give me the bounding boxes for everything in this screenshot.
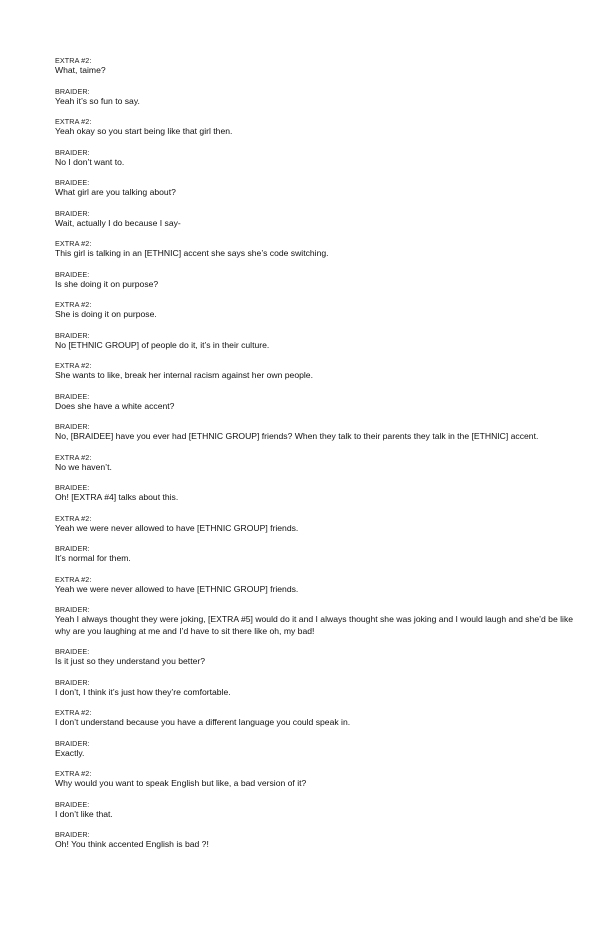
speaker-label: EXTRA #2: bbox=[55, 708, 92, 717]
dialogue-line: It’s normal for them. bbox=[55, 553, 131, 563]
dialogue-line: No [ETHNIC GROUP] of people do it, it’s in their culture. bbox=[55, 339, 270, 350]
dialogue-entry bbox=[55, 270, 585, 291]
dialogue-entry bbox=[55, 514, 585, 535]
dialogue-line: I don’t like that. bbox=[55, 808, 113, 819]
dialogue-entry bbox=[55, 392, 585, 413]
dialogue-entry bbox=[55, 453, 585, 474]
speaker-label: EXTRA #2: bbox=[55, 769, 92, 778]
dialogue-line: This girl is talking in an [ETHNIC] accent she says she’s code switching. bbox=[55, 248, 329, 258]
dialogue-line: What, taime? bbox=[55, 65, 106, 75]
speaker-label: BRAIDER: bbox=[55, 738, 90, 748]
dialogue-entry bbox=[55, 87, 585, 108]
dialogue-entry bbox=[55, 148, 585, 169]
dialogue-line: Yeah I always thought they were joking, [EXTRA #5] would do it and I always thought she was joking and I would laugh and she’d be like why are you laughing at me and I’d have to sit there like oh, my bad! bbox=[55, 614, 574, 636]
dialogue-line: No, [BRAIDEE] have you ever had [ETHNIC GROUP] friends? When they talk to their parents they talk in the [ETHNIC] accent. bbox=[55, 431, 539, 441]
dialogue-line: I don’t, I think it’s just how they’re comfortable. bbox=[55, 686, 231, 697]
dialogue-entry bbox=[55, 678, 585, 699]
dialogue-line: Yeah we were never allowed to have [ETHNIC GROUP] friends. bbox=[55, 583, 299, 594]
dialogue-line: Oh! You think accented English is bad ?! bbox=[55, 839, 209, 849]
dialogue-entry bbox=[55, 361, 585, 382]
speaker-label: BRAIDEE: bbox=[55, 647, 90, 656]
speaker-label: EXTRA #2: bbox=[55, 239, 92, 248]
dialogue-line: What girl are you talking about? bbox=[55, 187, 176, 197]
dialogue-entry bbox=[55, 422, 585, 443]
dialogue-line: Is she doing it on purpose? bbox=[55, 278, 159, 289]
dialogue-line: Yeah it’s so fun to say. bbox=[55, 95, 140, 106]
speaker-label: BRAIDEE: bbox=[55, 178, 90, 187]
dialogue-entry bbox=[55, 56, 585, 77]
speaker-label: BRAIDEE: bbox=[55, 799, 90, 809]
speaker-label: BRAIDER: bbox=[55, 208, 90, 218]
speaker-label: EXTRA #2: bbox=[55, 300, 92, 309]
dialogue-entry bbox=[55, 800, 585, 821]
speaker-label: EXTRA #2: bbox=[55, 513, 92, 523]
dialogue-line: No I don’t want to. bbox=[55, 156, 125, 167]
dialogue-line: Wait, actually I do because I say- bbox=[55, 217, 181, 228]
dialogue-line: I don’t understand because you have a different language you could speak in. bbox=[55, 717, 351, 727]
dialogue-line: Yeah okay so you start being like that girl then. bbox=[55, 126, 233, 136]
speaker-label: BRAIDER: bbox=[55, 422, 90, 431]
dialogue-entry bbox=[55, 605, 585, 637]
speaker-label: BRAIDEE: bbox=[55, 269, 90, 279]
dialogue-entry bbox=[55, 117, 585, 138]
speaker-label: BRAIDER: bbox=[55, 330, 90, 340]
dialogue-entry bbox=[55, 300, 585, 321]
dialogue-line: Does she have a white accent? bbox=[55, 400, 175, 411]
dialogue-line: Is it just so they understand you better? bbox=[55, 656, 206, 666]
dialogue-line: Yeah we were never allowed to have [ETHNIC GROUP] friends. bbox=[55, 522, 299, 533]
dialogue-entry bbox=[55, 647, 585, 668]
dialogue-line: Exactly. bbox=[55, 747, 85, 758]
speaker-label: EXTRA #2: bbox=[55, 574, 92, 584]
dialogue-line: Why would you want to speak English but like, a bad version of it? bbox=[55, 778, 307, 788]
dialogue-line: She wants to like, break her internal racism against her own people. bbox=[55, 370, 313, 380]
dialogue-entry bbox=[55, 239, 585, 260]
dialogue-entry bbox=[55, 544, 585, 565]
dialogue-line: Oh! [EXTRA #4] talks about this. bbox=[55, 492, 179, 502]
dialogue-line: No we haven’t. bbox=[55, 461, 112, 472]
dialogue-entry bbox=[55, 209, 585, 230]
speaker-label: BRAIDEE: bbox=[55, 483, 90, 492]
speaker-label: BRAIDER: bbox=[55, 86, 90, 96]
speaker-label: EXTRA #2: bbox=[55, 56, 92, 65]
dialogue-entry bbox=[55, 830, 585, 851]
dialogue-line: She is doing it on purpose. bbox=[55, 309, 157, 319]
speaker-label: BRAIDEE: bbox=[55, 391, 90, 401]
speaker-label: BRAIDER: bbox=[55, 544, 90, 553]
dialogue-entry bbox=[55, 708, 585, 729]
speaker-label: EXTRA #2: bbox=[55, 117, 92, 126]
speaker-label: EXTRA #2: bbox=[55, 361, 92, 370]
transcript-page bbox=[55, 56, 585, 861]
speaker-label: EXTRA #2: bbox=[55, 452, 92, 462]
dialogue-entry bbox=[55, 575, 585, 596]
speaker-label: BRAIDER: bbox=[55, 830, 90, 839]
dialogue-entry bbox=[55, 483, 585, 504]
dialogue-entry bbox=[55, 739, 585, 760]
speaker-label: BRAIDER: bbox=[55, 677, 90, 687]
speaker-label: BRAIDER: bbox=[55, 605, 90, 614]
speaker-label: BRAIDER: bbox=[55, 147, 90, 157]
dialogue-entry bbox=[55, 769, 585, 790]
dialogue-entry bbox=[55, 178, 585, 199]
dialogue-entry bbox=[55, 331, 585, 352]
